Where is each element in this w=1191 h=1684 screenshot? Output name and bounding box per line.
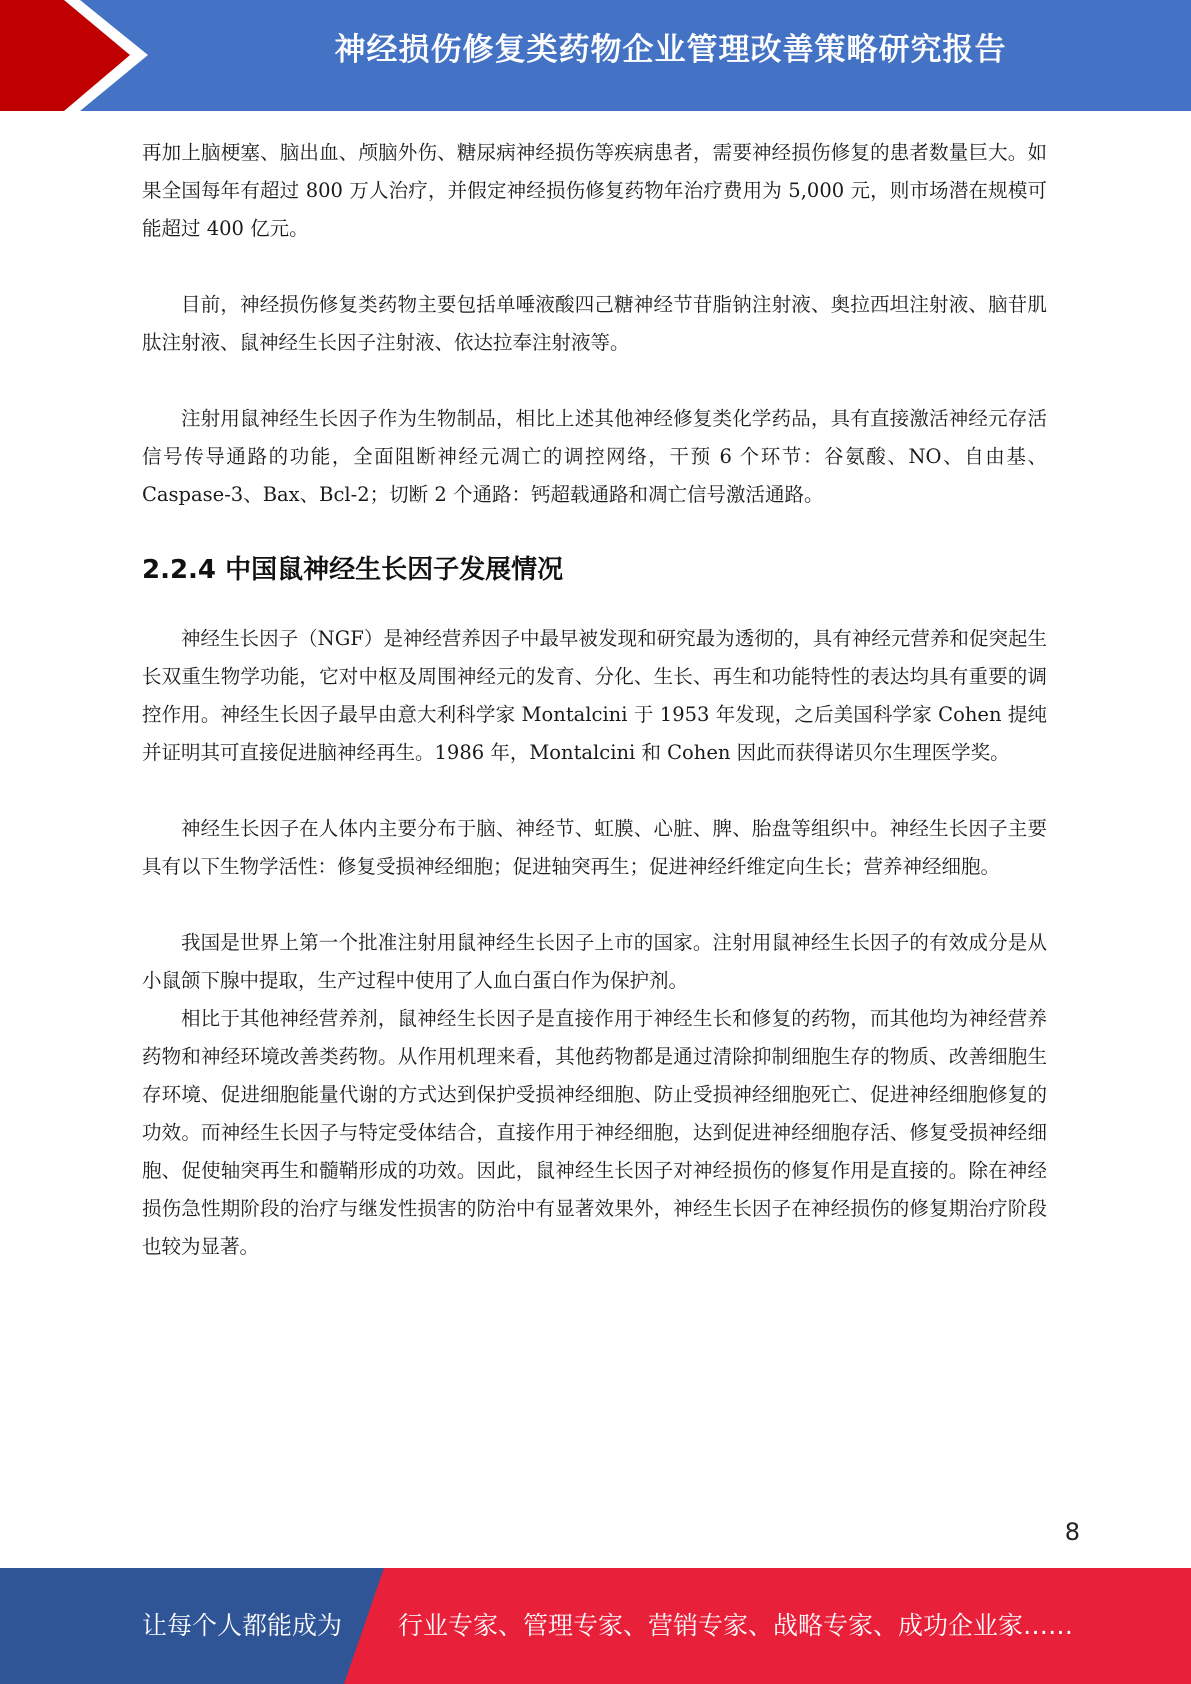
paragraph-market-size: 再加上脑梗塞、脑出血、颅脑外伤、糖尿病神经损伤等疾病患者，需要神经损伤修复的患者数量巨大。如果全国每年有超过 800 万人治疗，并假定神经损伤修复药物年治疗费用为 5,000 元，则市场潜在规模可能超过 400 亿元。 [142, 141, 1047, 240]
footer-slogan-left: 让每个人都能成为 [142, 1611, 343, 1640]
page-footer [0, 1568, 1191, 1684]
paragraph-ngf-discovery: 神经生长因子（NGF）是神经营养因子中最早被发现和研究最为透彻的，具有神经元营养和促突起生长双重生物学功能，它对中枢及周围神经元的发育、分化、生长、再生和功能特性的表达均具有重要的调控作用。神经生长因子最早由意大利科学家 Montalcini 于 1953 年发现，之后美国科学家 Cohen 提纯并证明其可直接促进脑神经再生。1986 年，Montalcini 和 Cohen 因此而获得诺贝尔生理医学奖。 [142, 627, 1047, 764]
page-number: 8 [1064, 1518, 1080, 1546]
paragraph-drug-types: 目前，神经损伤修复类药物主要包括单唾液酸四己糖神经节苷脂钠注射液、奥拉西坦注射液、脑苷肌肽注射液、鼠神经生长因子注射液、依达拉奉注射液等。 [142, 293, 1047, 354]
paragraph-china-first: 我国是世界上第一个批准注射用鼠神经生长因子上市的国家。注射用鼠神经生长因子的有效成分是从小鼠颌下腺中提取，生产过程中使用了人血白蛋白作为保护剂。 [142, 931, 1047, 992]
paragraph-ngf-mechanism: 相比于其他神经营养剂，鼠神经生长因子是直接作用于神经生长和修复的药物，而其他均为神经营养药物和神经环境改善类药物。从作用机理来看，其他药物都是通过清除抑制细胞生存的物质、改善细胞生存环境、促进细胞能量代谢的方式达到保护受损神经细胞、防止受损神经细胞死亡、促进神经细胞修复的功效。而神经生长因子与特定受体结合，直接作用于神经细胞，达到促进神经细胞存活、修复受损神经细胞、促使轴突再生和髓鞘形成的功效。因此，鼠神经生长因子对神经损伤的修复作用是直接的。除在神经损伤急性期阶段的治疗与继发性损害的防治中有显著效果外，神经生长因子在神经损伤的修复期治疗阶段也较为显著。 [142, 1007, 1047, 1258]
page-header [0, 0, 1191, 111]
page-content [142, 134, 1047, 1266]
footer-slogan-right: 行业专家、管理专家、营销专家、战略专家、成功企业家…… [398, 1611, 1074, 1640]
header-title: 神经损伤修复类药物企业管理改善策略研究报告 [334, 32, 1007, 68]
paragraph-ngf-injection: 注射用鼠神经生长因子作为生物制品，相比上述其他神经修复类化学药品，具有直接激活神经元存活信号传导通路的功能，全面阻断神经元凋亡的调控网络，干预 6 个环节：谷氨酸、NO、自由基、Caspase-3、Bax、Bcl-2；切断 2 个通路：钙超载通路和凋亡信号激活通路。 [142, 407, 1047, 506]
paragraph-ngf-distribution: 神经生长因子在人体内主要分布于脑、神经节、虹膜、心脏、脾、胎盘等组织中。神经生长因子主要具有以下生物学活性：修复受损神经细胞；促进轴突再生；促进神经纤维定向生长；营养神经细胞。 [142, 817, 1047, 878]
section-heading: 2.2.4 中国鼠神经生长因子发展情况 [142, 555, 564, 585]
